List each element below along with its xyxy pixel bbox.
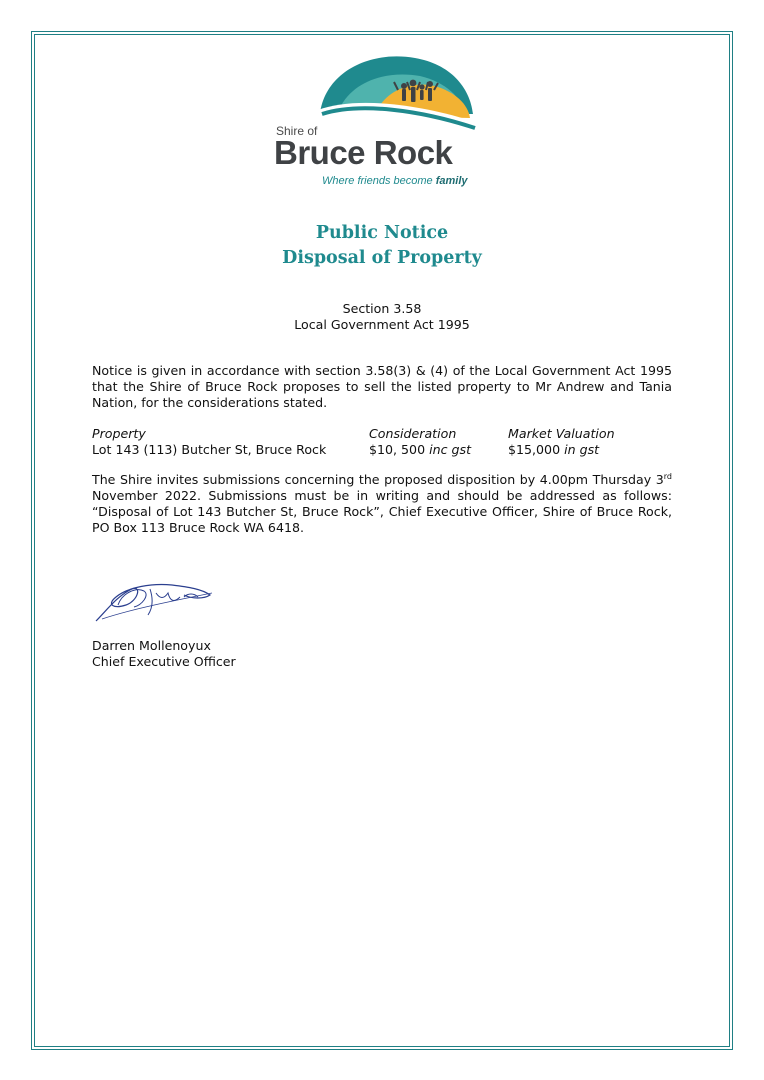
consideration-amount: $10, 500 bbox=[369, 442, 426, 457]
consideration-note: inc gst bbox=[429, 442, 472, 457]
section-reference: Section 3.58 bbox=[342, 301, 422, 316]
logo-tagline-start: Where friends become bbox=[322, 175, 433, 187]
notice-title: Public Notice bbox=[315, 223, 449, 243]
submission-text-start: The Shire invites submissions concerning the proposed disposition by 4.00pm Thursday 3 bbox=[92, 472, 664, 487]
header-property: Property bbox=[92, 426, 146, 441]
valuation-amount: $15,000 bbox=[508, 442, 561, 457]
cell-valuation bbox=[508, 442, 599, 458]
notice-subtitle: Disposal of Property bbox=[282, 248, 482, 268]
day-suffix: rd bbox=[663, 471, 672, 481]
signature-image bbox=[92, 575, 216, 627]
cell-property: Lot 143 (113) Butcher St, Bruce Rock bbox=[92, 442, 327, 457]
shire-logo bbox=[270, 52, 480, 192]
logo-tagline-emph: family bbox=[435, 175, 468, 187]
act-reference: Local Government Act 1995 bbox=[294, 317, 470, 332]
intro-paragraph: Notice is given in accordance with section 3.58(3) & (4) of the Local Government Act 1995 that the Shire of Bruce Rock proposes to sell the listed property to Mr Andrew and Tania Nation, for the considerations stated. bbox=[92, 363, 672, 410]
header-valuation: Market Valuation bbox=[508, 426, 615, 441]
logo-emblem-icon bbox=[270, 52, 480, 132]
submission-text-end: November 2022. Submissions must be in writing and should be addressed as follows: “Disposal of Lot 143 Butcher St, Bruce Rock”, Chief Executive Officer, Shire of Bruce Rock, PO Box 113 Bruce Rock WA 6418. bbox=[92, 488, 672, 535]
logo-tagline bbox=[322, 175, 468, 187]
logo-shire-of: Shire of bbox=[276, 124, 318, 138]
signatory-title: Chief Executive Officer bbox=[92, 654, 236, 669]
logo-name: Bruce Rock bbox=[274, 134, 453, 171]
header-consideration: Consideration bbox=[369, 426, 457, 441]
signatory-name: Darren Mollenoyux bbox=[92, 638, 211, 653]
valuation-note: in gst bbox=[564, 442, 600, 457]
cell-consideration bbox=[369, 442, 471, 458]
submission-paragraph bbox=[92, 472, 672, 536]
